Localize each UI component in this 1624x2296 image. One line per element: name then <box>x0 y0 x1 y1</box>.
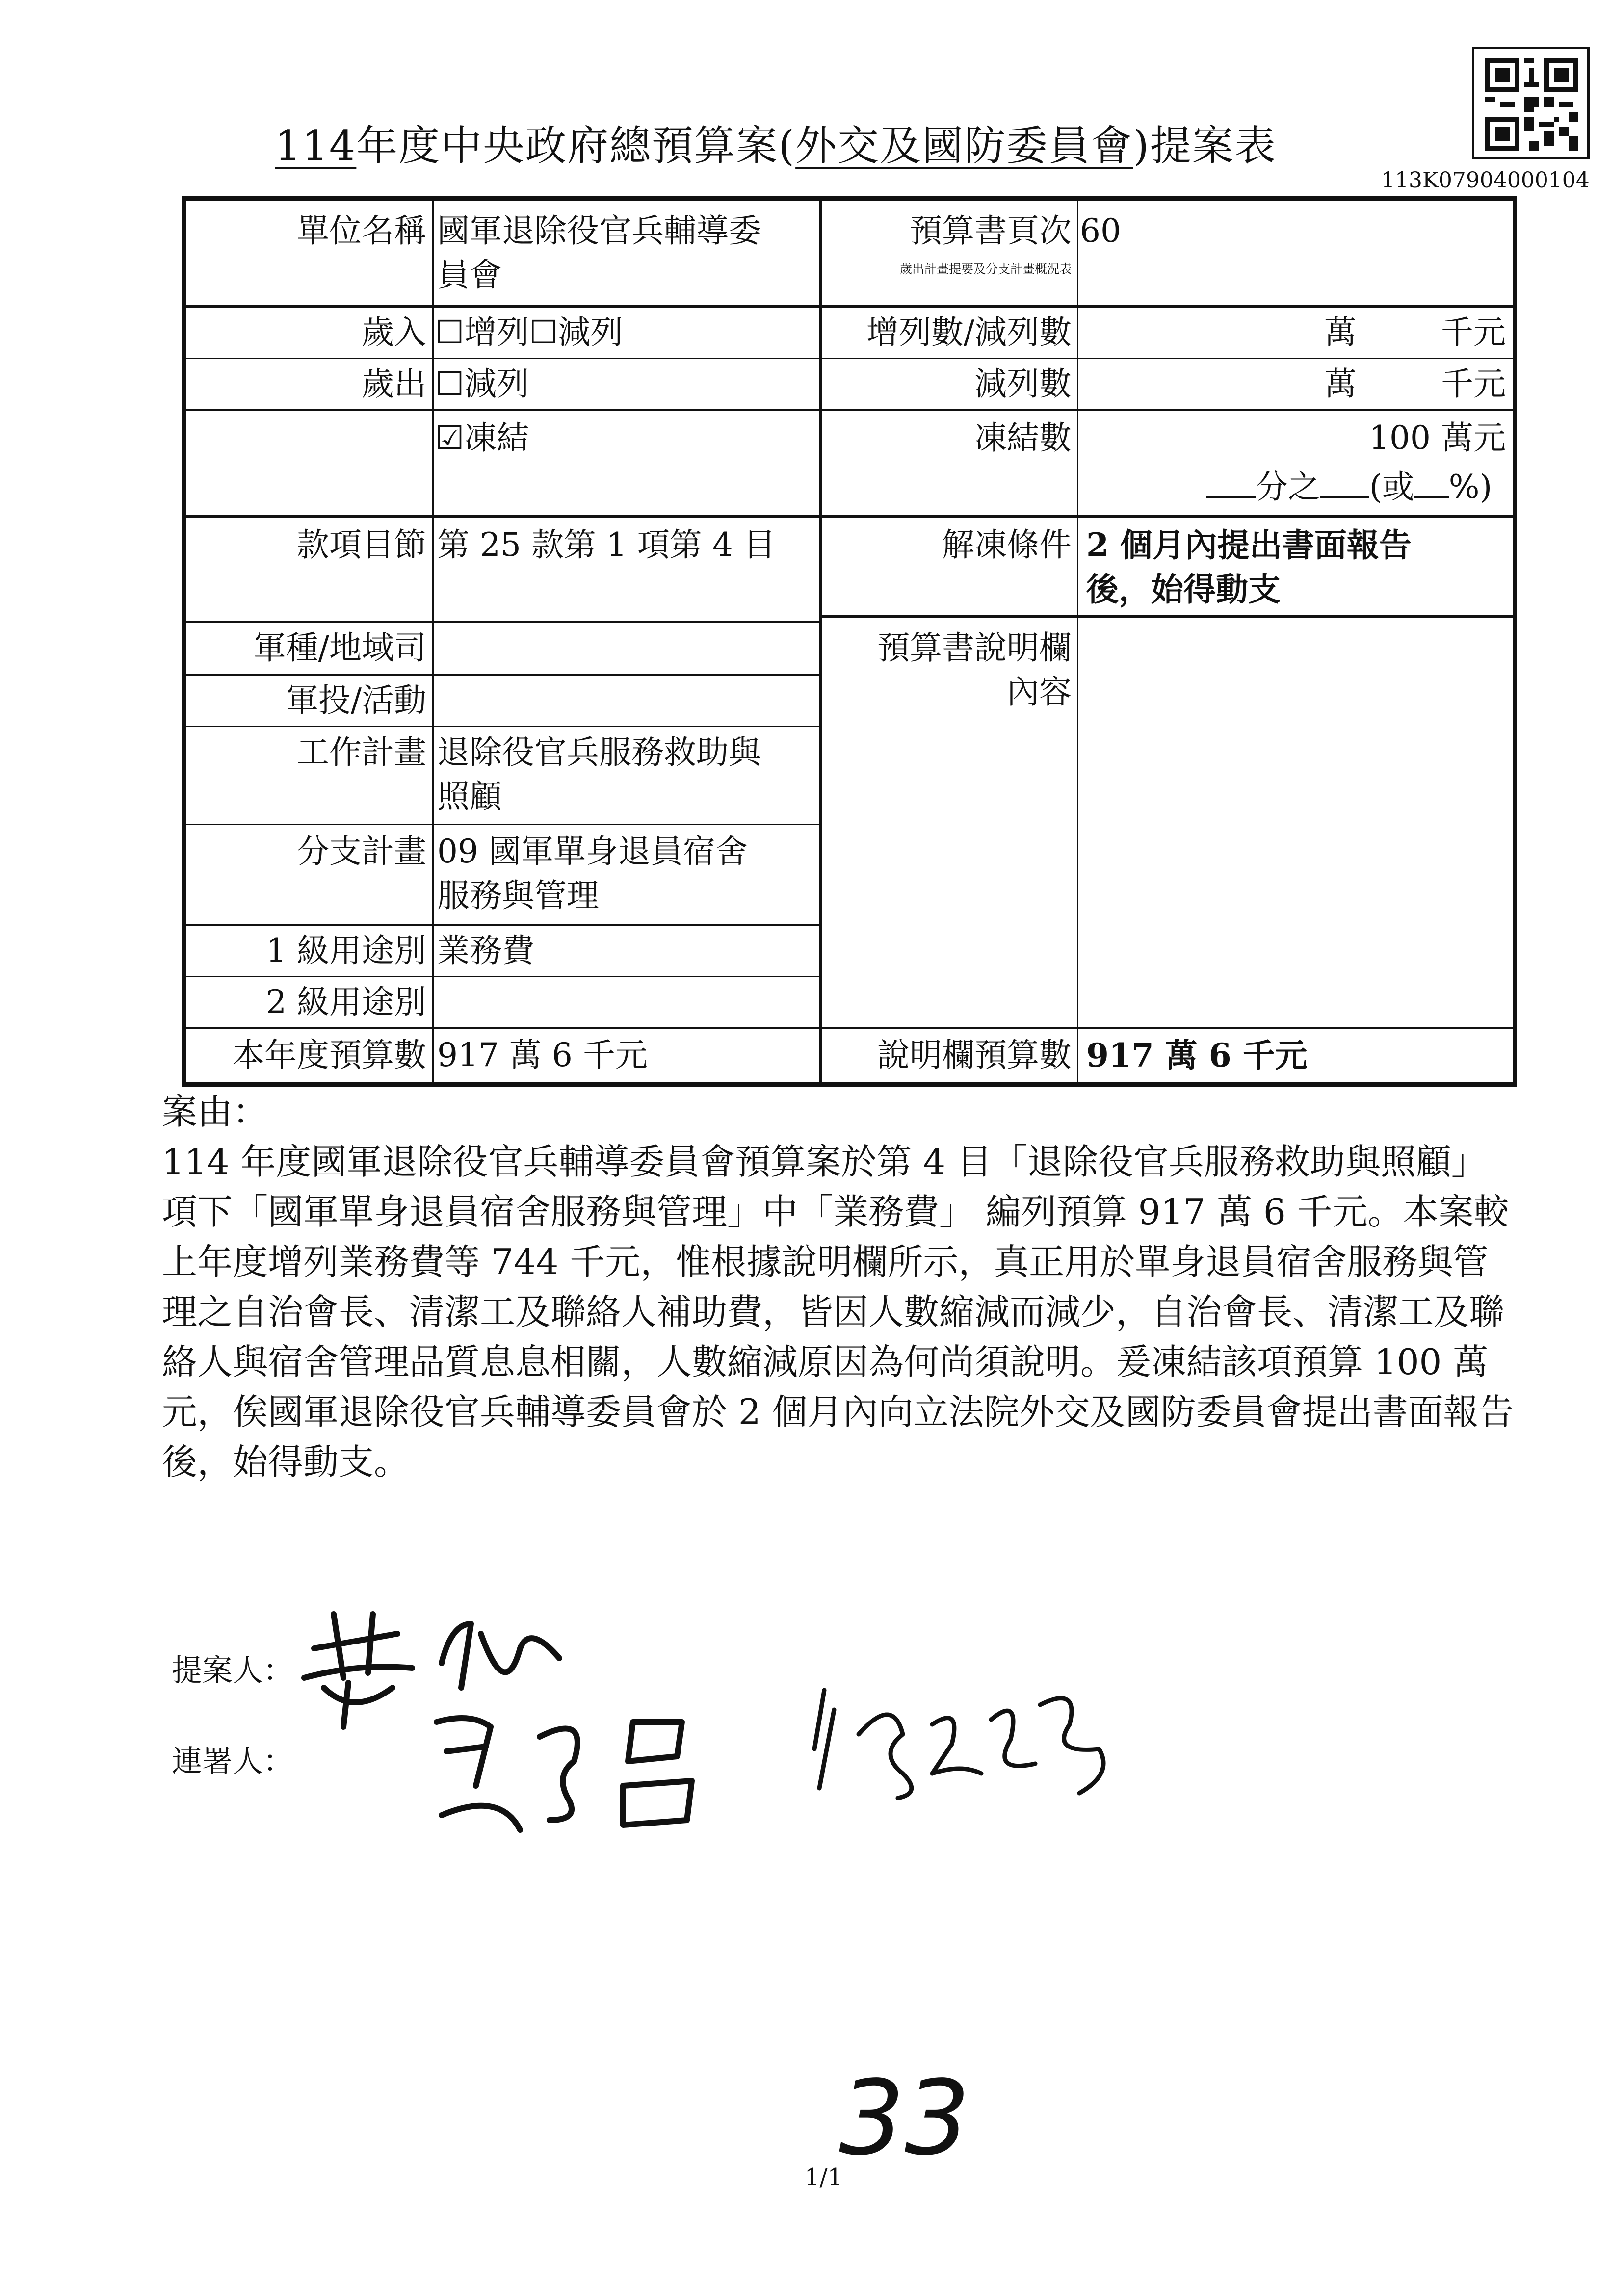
sub-plan-label: 分支計畫 <box>297 833 426 870</box>
title-committee: 外交及國防委員會 <box>795 122 1133 170</box>
cosigner-signature-1 <box>427 1693 731 1850</box>
form-divider <box>1077 515 1078 615</box>
title-year: 114 <box>275 122 357 170</box>
form-divider <box>186 305 1513 308</box>
freeze-amount-label: 凍結數 <box>974 419 1072 457</box>
qianyuan-unit: 千元 <box>1441 313 1506 351</box>
budget-description-label-line2: 內容 <box>1007 673 1072 711</box>
freeze-checkbox[interactable]: ☑凍結 <box>435 419 529 457</box>
fraction-or-text: (或 <box>1369 468 1414 506</box>
form-divider <box>819 615 1513 618</box>
form-divider <box>1077 615 1078 1082</box>
annual-budget-value: 917 萬 6 千元 <box>437 1036 648 1074</box>
qianyuan-unit: 千元 <box>1441 365 1506 403</box>
cosigner-label: 連署人： <box>172 1743 294 1779</box>
cosigner-signature-2 <box>805 1675 1119 1813</box>
expense-label: 歲出 <box>362 365 426 403</box>
activity-label: 軍投/活動 <box>286 681 426 719</box>
wan-unit: 萬 <box>1324 313 1357 351</box>
form-divider <box>819 201 822 1082</box>
form-divider <box>432 201 434 1082</box>
percent-blank[interactable] <box>1414 469 1449 498</box>
form-divider <box>186 621 819 623</box>
work-plan-label: 工作計畫 <box>297 733 426 771</box>
sub-plan-value-line1: 09 國軍單身退員宿舍 <box>437 833 748 870</box>
budget-page-sublabel: 歲出計畫提要及分支計畫概況表 <box>899 262 1072 276</box>
fraction-pct-text: %) <box>1448 468 1493 506</box>
form-divider <box>186 924 819 926</box>
form-divider <box>186 674 819 676</box>
level1-usage-value: 業務費 <box>437 932 534 969</box>
item-section-value: 第 25 款第 1 項第 4 目 <box>437 526 776 564</box>
item-section-label: 款項目節 <box>297 526 426 564</box>
handwritten-page-number-text: 33 <box>839 2061 970 2168</box>
qr-code-icon <box>1472 47 1590 159</box>
unfreeze-condition-label: 解凍條件 <box>942 526 1072 564</box>
form-divider <box>186 726 819 727</box>
form-divider <box>186 515 1513 518</box>
freeze-fraction-line <box>1206 464 1492 510</box>
sub-plan-value-line2: 服務與管理 <box>437 877 599 914</box>
case-body: 114 年度國軍退除役官兵輔導委員會預算案於第 4 目「退除役官兵服務救助與照顧」項下「國軍單身退員宿舍服務與管理」中「業務費」 編列預算 917 萬 6 千元。本案較上年度增列業務費等 744 千元，惟根據說明欄所示，真正用於單身退員宿舍服務與管理之自治會長、清潔工及聯絡人補助費，皆因人數縮減而減少，自治會長、清潔工及聯絡人與宿舍管理品質息息相關，人數縮減原因為何尚須說明。爰凍結該項預算 100 萬元，俟國軍退除役官兵輔導委員會於 2 個月內向立法院外交及國防委員會提出書面報告後，始得動支。 <box>162 1141 1514 1483</box>
reduce-amount-label: 減列數 <box>974 365 1072 403</box>
fraction-blank[interactable] <box>1206 469 1256 498</box>
unfreeze-condition-line2: 後，始得動支 <box>1086 570 1281 608</box>
case-section <box>162 1087 1516 1487</box>
fraction-blank[interactable] <box>1320 469 1369 498</box>
budget-page-label: 預算書頁次 <box>910 212 1072 250</box>
work-plan-value-line1: 退除役官兵服務救助與 <box>437 733 761 771</box>
proposal-form-table <box>182 196 1517 1087</box>
page-title <box>275 113 1277 172</box>
form-divider <box>186 976 819 977</box>
form-divider <box>186 824 819 825</box>
level1-usage-label: 1 級用途別 <box>266 932 426 969</box>
budget-description-label-line1: 預算書說明欄 <box>877 629 1072 667</box>
document-id: 113K07904000104 <box>1381 168 1590 193</box>
title-post: )提案表 <box>1133 122 1277 170</box>
service-branch-label: 軍種/地域司 <box>253 629 426 667</box>
unit-name-label: 單位名稱 <box>297 212 426 250</box>
revenue-increase-decrease-checkboxes[interactable]: ☐增列☐減列 <box>435 313 623 351</box>
revenue-label: 歲入 <box>362 313 426 351</box>
proposer-label: 提案人： <box>172 1652 294 1688</box>
fraction-mid-text: 分之 <box>1256 468 1320 506</box>
unit-name-value-line1: 國軍退除役官兵輔導委 <box>437 212 761 250</box>
description-budget-label: 說明欄預算數 <box>877 1036 1072 1074</box>
unfreeze-condition-line1: 2 個月內提出書面報告 <box>1086 526 1412 564</box>
form-divider <box>186 358 1513 359</box>
work-plan-value-line2: 照顧 <box>437 778 502 815</box>
page-footer: 1/1 <box>805 2164 843 2191</box>
wan-unit: 萬 <box>1324 365 1357 403</box>
annual-budget-label: 本年度預算數 <box>232 1036 426 1074</box>
budget-page-value: 60 <box>1080 212 1121 250</box>
expense-reduce-checkbox[interactable]: ☐減列 <box>435 365 529 403</box>
increase-decrease-amount-label: 增列數/減列數 <box>866 313 1072 351</box>
handwritten-page-number <box>834 2061 981 2168</box>
form-divider <box>1077 201 1078 515</box>
level2-usage-label: 2 級用途別 <box>266 983 426 1021</box>
unit-name-value-line2: 員會 <box>437 256 502 294</box>
description-budget-value: 917 萬 6 千元 <box>1086 1036 1308 1074</box>
form-divider <box>186 1027 1513 1029</box>
form-divider <box>186 409 1513 411</box>
title-pre: 年度中央政府總預算案( <box>356 122 796 170</box>
case-heading: 案由： <box>162 1091 268 1132</box>
freeze-amount-value: 100 萬元 <box>1369 419 1506 457</box>
